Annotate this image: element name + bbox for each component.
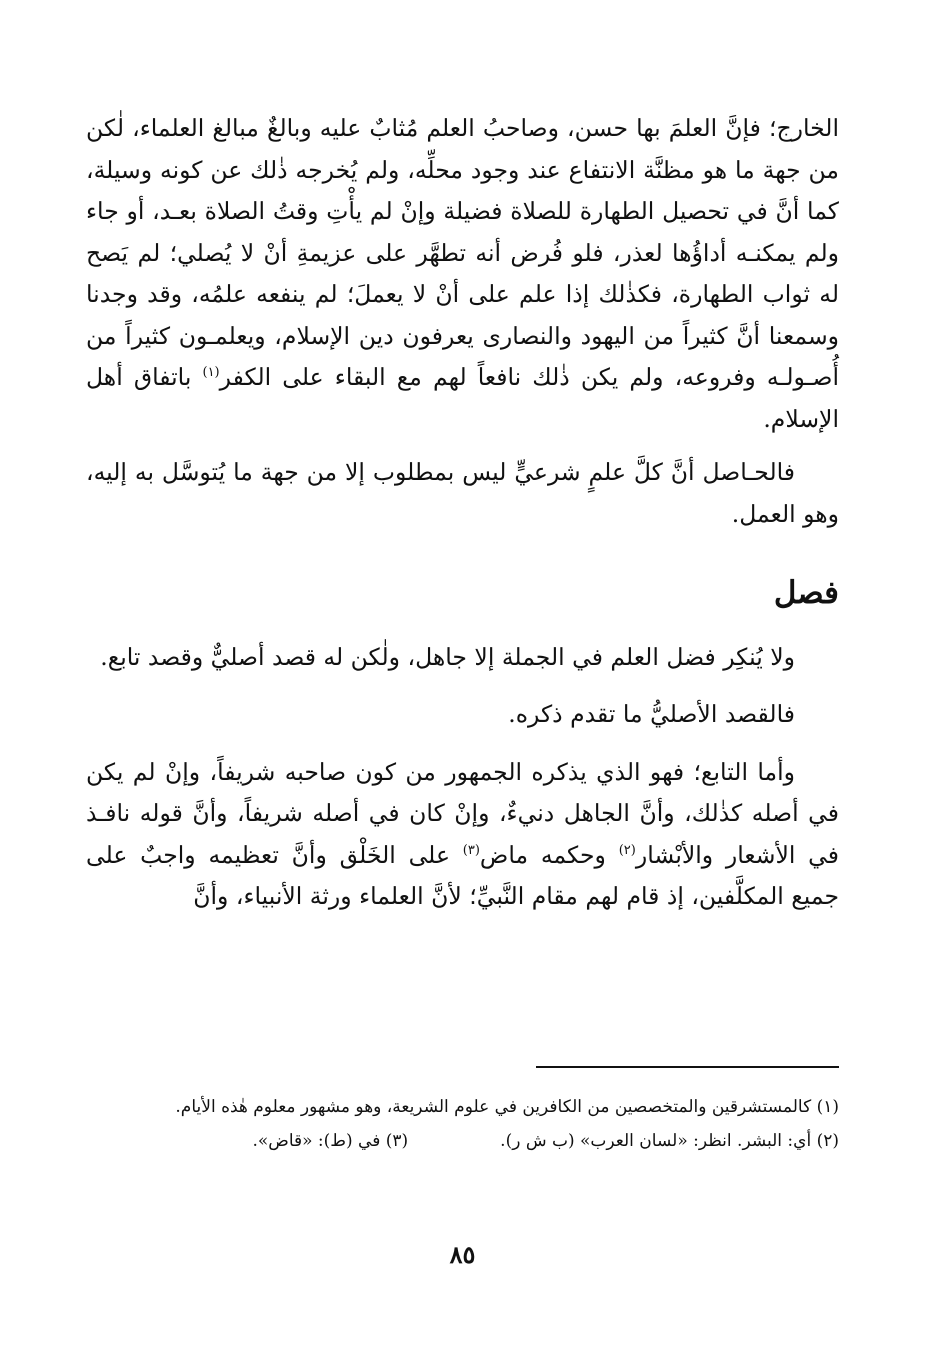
footnote-marker-3: (٣) xyxy=(462,842,480,858)
footnote-1: (١) كالمستشرقين والمتخصصين من الكافرين في علوم الشريعة، وهو مشهور معلوم هٰذه الأيام. xyxy=(175,1097,839,1117)
paragraph-1 xyxy=(86,108,839,440)
footnote-marker-1: (١) xyxy=(202,365,220,381)
paragraph-5-part-2: وحكمه ماض xyxy=(479,840,619,869)
footnotes xyxy=(86,1090,839,1158)
footnote-row xyxy=(86,1124,839,1158)
body-text xyxy=(86,108,839,918)
paragraph-5 xyxy=(86,752,839,918)
footnote-3: (٣) في (ط): «قاض». xyxy=(252,1131,409,1151)
paragraph-2: فالحـاصل أنَّ كلَّ علمٍ شرعيٍّ ليس بمطلوب إلا من جهة ما يُتوسَّل به إليه، وهو العمل. xyxy=(86,458,839,528)
footnote-2: (٢) أي: البشر. انظر: «لسان العرب» (ب ش ر). xyxy=(500,1131,839,1151)
section-heading: فصل xyxy=(773,575,839,611)
paragraph-4: فالقصد الأصليُّ ما تقدم ذكره. xyxy=(508,700,795,728)
paragraph-1-tail: باتفاق أهل الإسلام. xyxy=(86,363,839,433)
paragraph-3: ولا يُنكِر فضل العلم في الجملة إلا جاهل، ولٰكن له قصد أصليٌّ وقصد تابع. xyxy=(100,643,795,671)
paragraph-5-part-1: وأما التابع؛ فهو الذي يذكره الجمهور من كون صاحبه شريفاً، وإنْ لم يكن في أصله كذٰلك، وأنَّ الجاهل دنيءٌ، وإنْ كان في أصله شريفاً، وأنَّ قوله نافـذ في الأشعار والأبْشار xyxy=(86,757,839,869)
paragraph-5-part-3: على الخَلْق وأنَّ تعظيمه واجبٌ على جميع المكلَّفين، إذ قام لهم مقام النَّبيِّ؛ لأنَّ العلماء ورثة الأنبياء، وأنَّ xyxy=(86,840,839,910)
footnote-marker-2: (٢) xyxy=(618,842,636,858)
footnote-separator xyxy=(536,1066,839,1068)
page-number: ٨٥ xyxy=(449,1240,476,1269)
paragraph-1-text: الخارج؛ فإنَّ العلمَ بها حسن، وصاحبُ العلم مُثابٌ عليه وبالغٌ مبالغ العلماء، لٰكن من جهة ما هو مظنَّة الانتفاع عند وجود محلِّه، ولم يُخرجه ذٰلك عن كونه وسيلة، كما أنَّ في تحصيل الطهارة للصلاة فضيلة وإنْ لم يأْتِ وقتُ الصلاة بعـد، أو جاء ولم يمكنـه أداؤُها لعذر، فلو فُرض أنه تطهَّر على عزيمةِ أنْ لا يُصلي؛ لم يَصح له ثواب الطهارة، فكذٰلك إذا علم على أنْ لا يعملَ؛ لم ينفعه علمُه، وقد وجدنا وسمعنا أنَّ كثيراً من اليهود والنصارى يعرفون دين الإسلام، ويعلمـون كثيراً من أُصـولـه وفروعه، ولم يكن ذٰلك نافعاً لهم مع البقاء على الكفر xyxy=(86,114,839,391)
